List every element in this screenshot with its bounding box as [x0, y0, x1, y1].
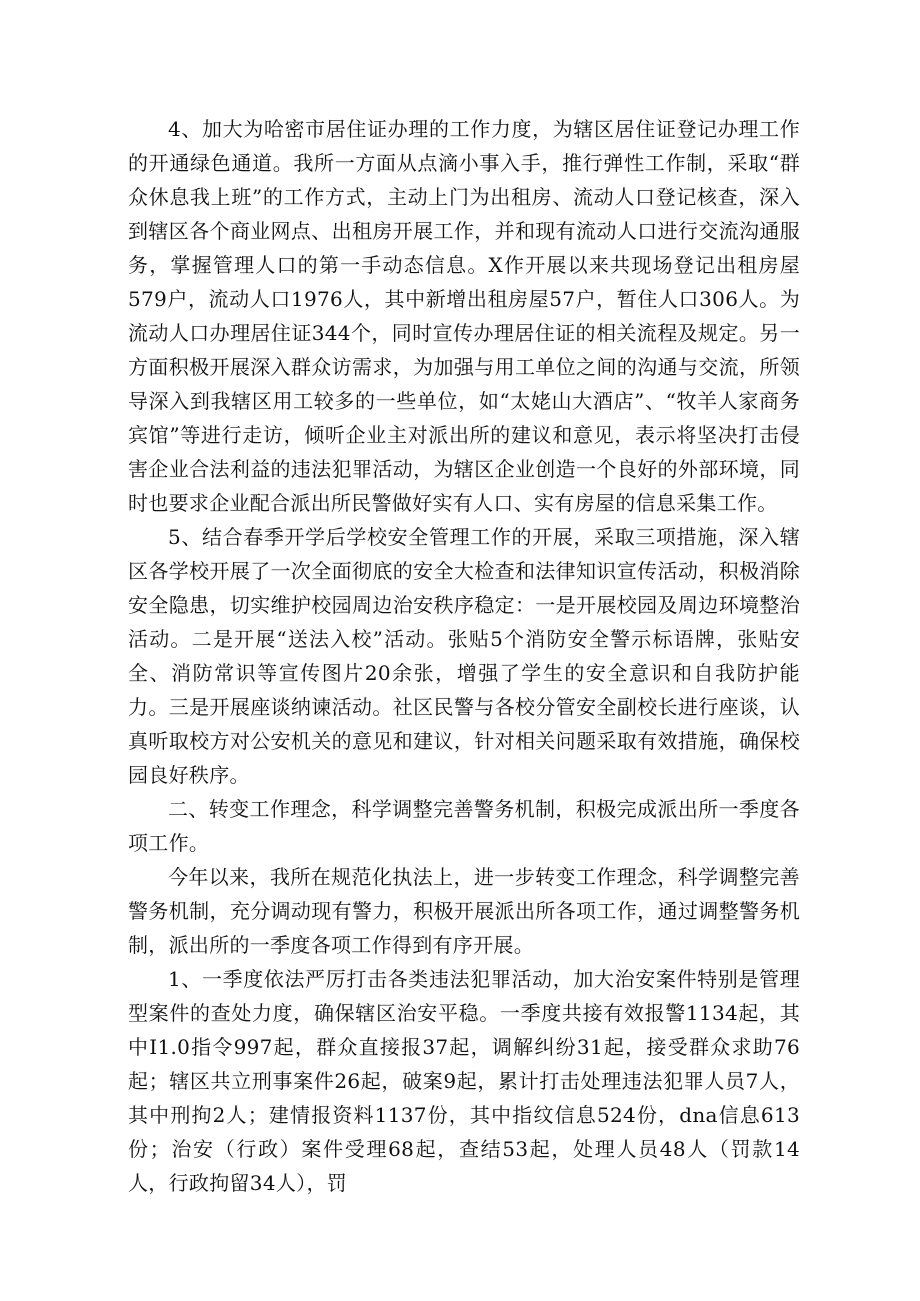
paragraph-intro: 今年以来，我所在规范化执法上，进一步转变工作理念，科学调整完善警务机制，充分调动现有警力，积极开展派出所各项工作，通过调整警务机制，派出所的一季度各项工作得到有序开展。	[128, 865, 800, 957]
paragraph-residence-permit: 4、加大为哈密市居住证办理的工作力度，为辖区居住证登记办理工作的开通绿色通道。我所一方面从点滴小事入手，推行弹性工作制，采取“群众休息我上班”的工作方式，主动上门为出租房、流动人口登记核查，深入到辖区各个商业网点、出租房开展工作，并和现有流动人口进行交流沟通服务，掌握管理人口的第一手动态信息。X作开展以来共现场登记出租房屋579户，流动人口1976人，其中新增出租房屋57户，暂住人口306人。为流动人口办理居住证344个，同时宣传办理居住证的相关流程及规定。另一方面积极开展深入群众访需求，为加强与用工单位之间的沟通与交流，所领导深入到我辖区用工较多的一些单位，如“太姥山大酒店”、“牧羊人家商务宾馆”等进行走访，倾听企业主对派出所的建议和意见，表示将坚决打击侵害企业合法利益的违法犯罪活动，为辖区企业创造一个良好的外部环境，同时也要求企业配合派出所民警做好实有人口、实有房屋的信息采集工作。	[128, 117, 800, 515]
paragraph-school-safety: 5、结合春季开学后学校安全管理工作的开展，采取三项措施，深入辖区各学校开展了一次全面彻底的安全大检查和法律知识宣传活动，积极消除安全隐患，切实维护校园周边治安秩序稳定：一是开展校园及周边环境整治活动。二是开展“送法入校”活动。张贴5个消防安全警示标语牌，张贴安全、消防常识等宣传图片20余张，增强了学生的安全意识和自我防护能力。三是开展座谈纳谏活动。社区民警与各校分管安全副校长进行座谈，认真听取校方对公安机关的意见和建议，针对相关问题采取有效措施，确保校园良好秩序。	[128, 525, 800, 787]
paragraph-crime-crackdown: 1、一季度依法严厉打击各类违法犯罪活动，加大治安案件特别是管理型案件的查处力度，确保辖区治安平稳。一季度共接有效报警1134起，其中I1.0指令997起，群众直接报37起，调解纠纷31起，接受群众求助76起；辖区共立刑事案件26起，破案9起，累计打击处理违法犯罪人员7人，其中刑拘2人；建情报资料1137份，其中指纹信息524份，dna信息613份；治安（行政）案件受理68起，查结53起，处理人员48人（罚款14人，行政拘留34人），罚	[128, 967, 800, 1195]
section-heading-2: 二、转变工作理念，科学调整完善警务机制，积极完成派出所一季度各项工作。	[128, 797, 800, 855]
document-body	[128, 112, 800, 1200]
